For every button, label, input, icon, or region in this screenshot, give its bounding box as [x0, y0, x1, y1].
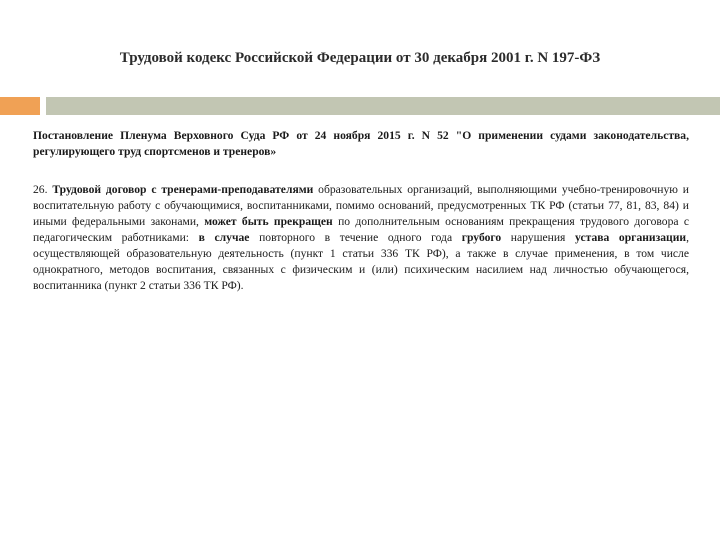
- paragraph-text: образовательных организаций, выполняющими учебно-тренировочную и воспитательную работу с обучающимися, воспитанниками, помимо оснований, предусмотренных ТК РФ (статьи 77, 81, 83, 84) и иными федеральными законами,: [33, 183, 689, 228]
- slide-title: Трудовой кодекс Российской Федерации от 30 декабря 2001 г. N 197-ФЗ: [119, 50, 601, 66]
- paragraph-emphasis: Трудовой договор с тренерами-преподавателями: [52, 183, 314, 196]
- paragraph-text: нарушения: [501, 231, 576, 244]
- resolution-heading: Постановление Пленума Верховного Суда РФ от 24 ноября 2015 г. N 52 "О применении судами законодательства, регулирующего труд спортсменов и тренеров»: [33, 129, 689, 158]
- paragraph-text: , осуществляющей образовательную деятельность (пункт 1 статьи 336 ТК РФ), а также в случае применения, в том числе однократного, методов воспитания, связанных с физическим и (или) психическим насилием над личностью обучающегося, воспитанника (пункт 2 статьи 336 ТК РФ).: [33, 231, 690, 292]
- paragraph-text: 26.: [33, 183, 53, 196]
- divider-bar: [46, 97, 720, 115]
- divider-accent-block: [0, 97, 40, 115]
- article-paragraph: [33, 182, 689, 294]
- paragraph-text: по дополнительным основаниям прекращения трудового договора с педагогическим работниками:: [33, 215, 689, 244]
- title-divider: [0, 97, 720, 115]
- paragraph-emphasis: в случае: [198, 231, 250, 244]
- paragraph-text: повторного в течение одного года: [249, 231, 462, 244]
- paragraph-emphasis: грубого: [461, 231, 502, 244]
- paragraph-emphasis: может быть прекращен: [204, 215, 333, 228]
- paragraph-emphasis: устава организации: [575, 231, 687, 244]
- slide-content: [33, 128, 689, 294]
